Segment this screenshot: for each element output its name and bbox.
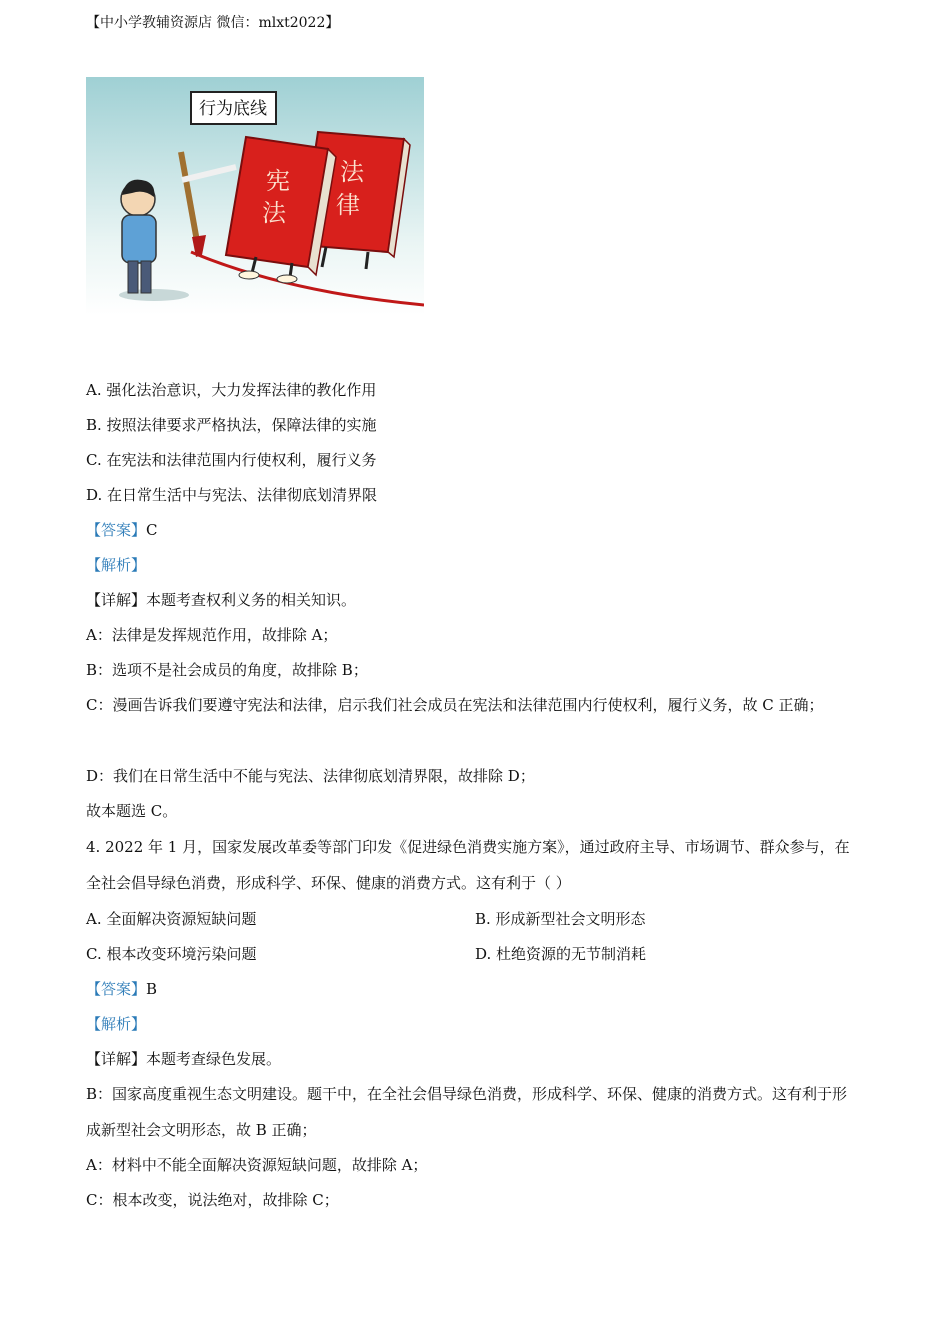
- q3-line-a: A：法律是发挥规范作用，故排除 A；: [86, 626, 338, 644]
- book2-char-2: 律: [336, 191, 360, 219]
- q4-analysis-tag: 【解析】: [86, 1015, 147, 1033]
- answer-tag: 【答案】: [86, 521, 147, 539]
- q4-detail: 【详解】本题考查绿色发展。: [86, 1050, 282, 1068]
- answer-value: B: [146, 980, 158, 998]
- sign-text: 行为底线: [199, 99, 267, 119]
- page-header: 【中小学教辅资源店 微信：mlxt2022】: [86, 15, 340, 31]
- q3-line-b: B：选项不是社会成员的角度，故排除 B；: [86, 661, 368, 679]
- book2-char-1: 法: [340, 158, 364, 186]
- q3-option-d: D. 在日常生活中与宪法、法律彻底划清界限: [86, 486, 378, 504]
- answer-value: C: [146, 521, 158, 539]
- q3-option-a: A. 强化法治意识，大力发挥法律的教化作用: [86, 381, 377, 399]
- q3-option-c: C. 在宪法和法律范围内行使权利，履行义务: [86, 451, 377, 469]
- q3-detail: 【详解】本题考查权利义务的相关知识。: [86, 591, 357, 609]
- q4-line-a: A：材料中不能全面解决资源短缺问题，故排除 A；: [86, 1156, 428, 1174]
- book1-char-1: 宪: [266, 167, 290, 195]
- q4-option-c: C. 根本改变环境污染问题: [86, 945, 257, 963]
- sign-board: [191, 92, 276, 124]
- q3-conclusion: 故本题选 C。: [86, 802, 178, 820]
- q4-answer: [86, 979, 157, 999]
- answer-tag: 【答案】: [86, 980, 147, 998]
- q4-option-d: D. 杜绝资源的无节制消耗: [475, 945, 647, 963]
- q4-line-b: B：国家高度重视生态文明建设。题干中，在全社会倡导绿色消费，形成科学、环保、健康的消费方式。这有利于形成新型社会文明形态，故 B 正确；: [86, 1085, 848, 1139]
- q4-option-b: B. 形成新型社会文明形态: [475, 910, 646, 928]
- q3-analysis-tag: 【解析】: [86, 556, 147, 574]
- book1-char-2: 法: [262, 199, 286, 227]
- cartoon-illustration: [86, 77, 424, 315]
- q3-option-b: B. 按照法律要求严格执法，保障法律的实施: [86, 416, 377, 434]
- q4-option-a: A. 全面解决资源短缺问题: [86, 910, 257, 928]
- q4-line-c: C：根本改变，说法绝对，故排除 C；: [86, 1191, 339, 1209]
- q3-line-c: C：漫画告诉我们要遵守宪法和法律，启示我们社会成员在宪法和法律范围内行使权利，履行义务，故 C 正确；: [86, 696, 824, 714]
- q4-stem: 4. 2022 年 1 月，国家发展改革委等部门印发《促进绿色消费实施方案》，通过政府主导、市场调节、群众参与，在全社会倡导绿色消费，形成科学、环保、健康的消费方式。这有利于（ ）: [86, 838, 850, 892]
- q3-line-d: D：我们在日常生活中不能与宪法、法律彻底划清界限，故排除 D；: [86, 767, 535, 785]
- q3-answer: [86, 520, 158, 540]
